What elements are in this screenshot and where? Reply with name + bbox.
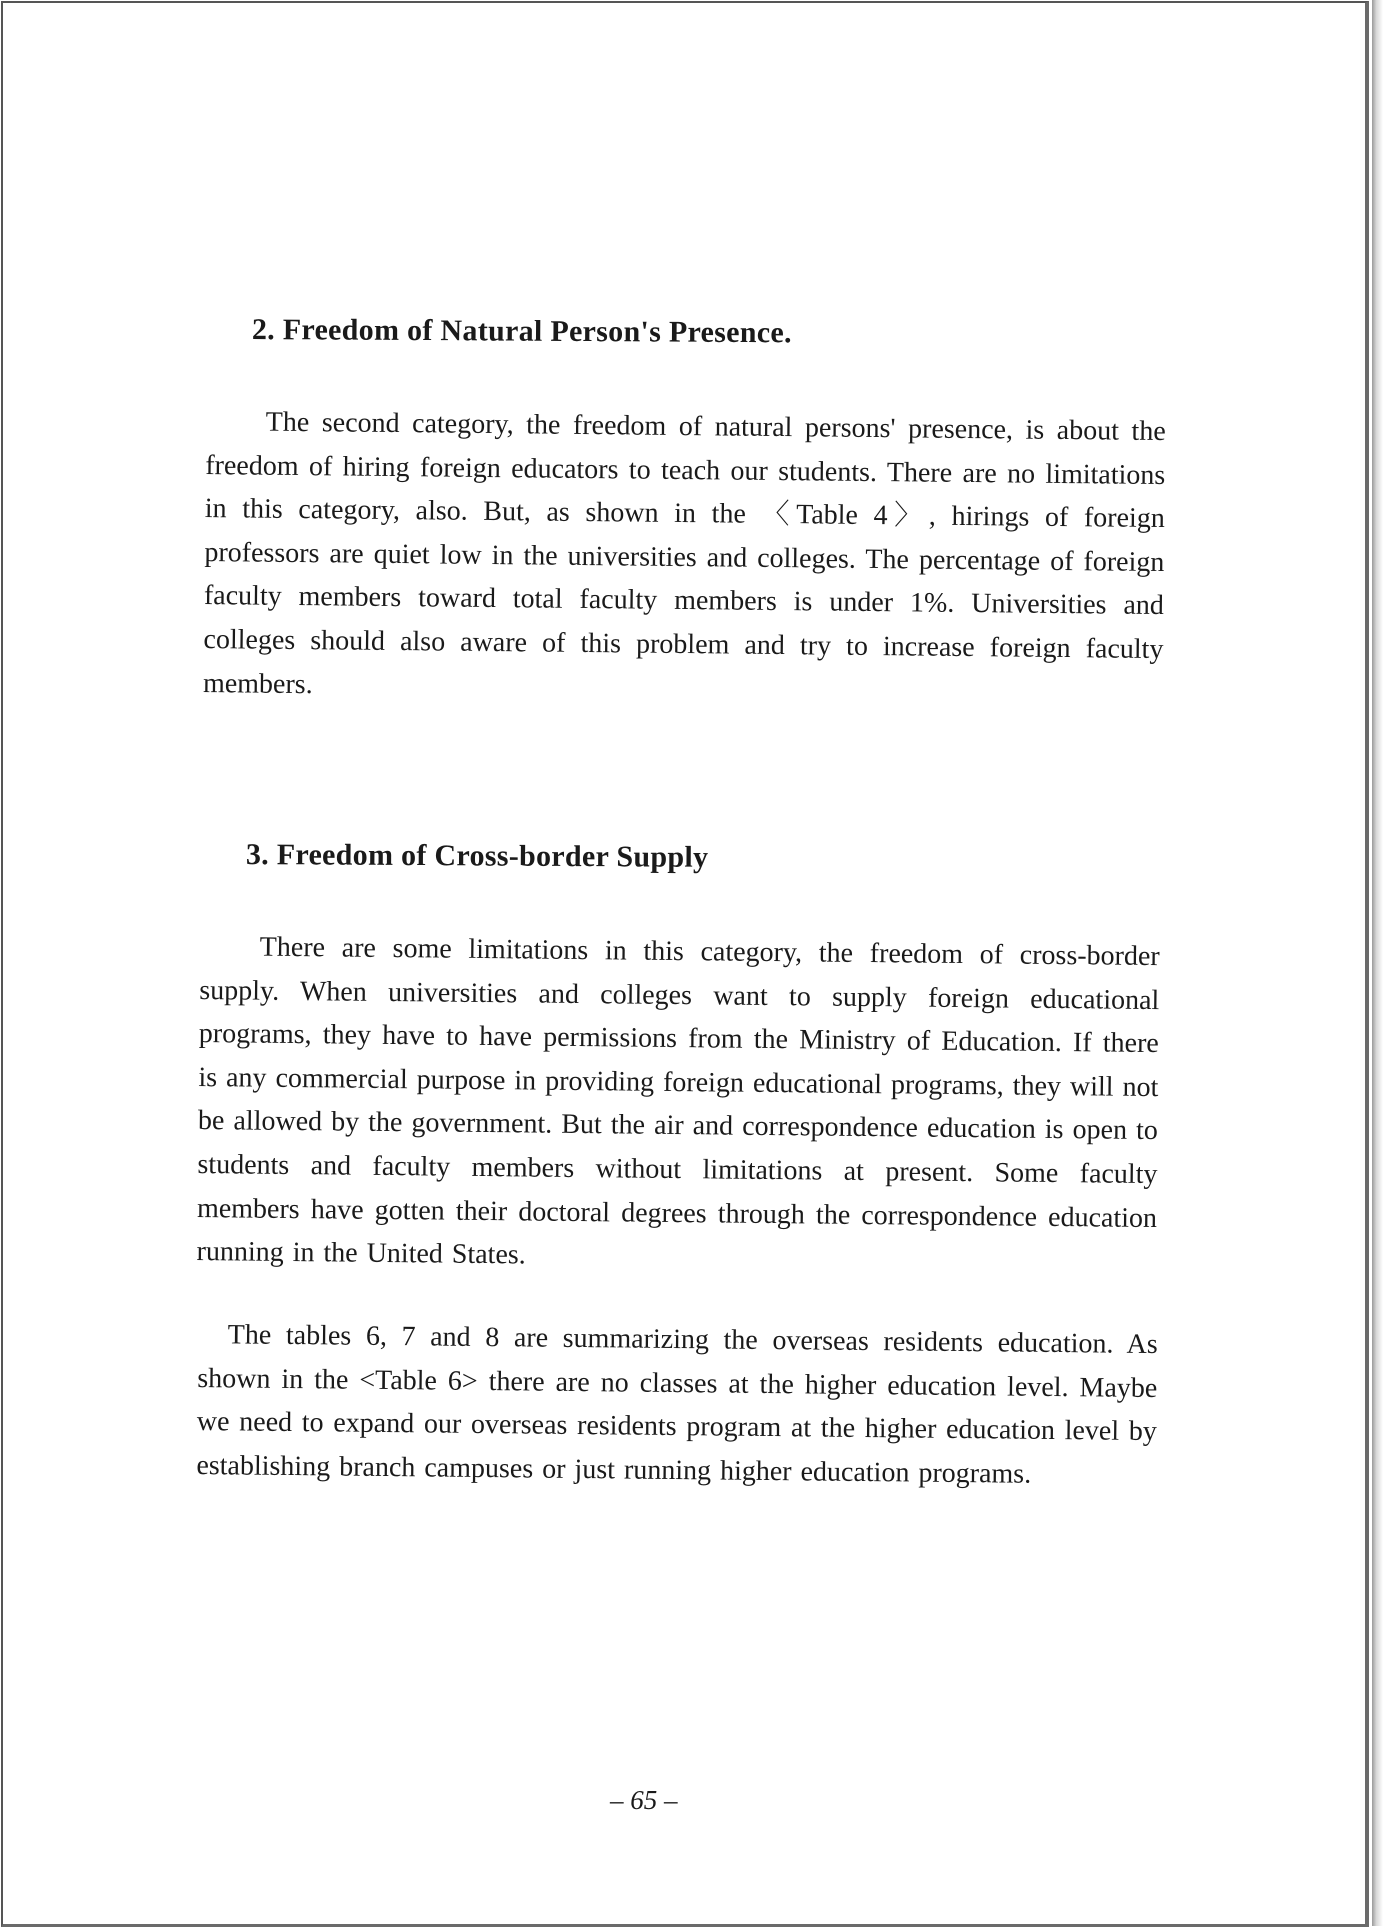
paragraph-cross-border-supply: There are some limitations in this category, the freedom of cross-border supply. When universities and colleges want to supply foreign educational programs, they have to have permissions from the Ministry of Education. If there is any commercial purpose in providing foreign educational programs, they will not be allowed by the government. But the air and correspondence education is open to students and faculty members without limitations at present. Some faculty members have gotten their doctoral degrees through the correspondence education running in the United States.: [196, 931, 1160, 1271]
section-heading-cross-border-supply: 3. Freedom of Cross-border Supply: [245, 838, 709, 874]
section-heading-natural-persons-presence: 2. Freedom of Natural Person's Presence.: [251, 313, 792, 350]
page-number: – 65 –: [610, 1785, 678, 1815]
paragraph-natural-persons-presence: The second category, the freedom of natural persons' presence, is about the freedom of hiring foreign educators to teach our students. There are no limitations in this category, also. But, as shown in the 〈Table 4〉, hirings of foreign professors are quiet low in the universities and colleges. The percentage of foreign faculty members toward total faculty members is under 1%. Universities and colleges should also aware of this problem and try to increase foreign faculty members.: [202, 406, 1166, 700]
paragraph-overseas-residents-education: The tables 6, 7 and 8 are summarizing the overseas residents education. As shown in the <Table 6> there are no classes at the higher education level. Maybe we need to expand our overseas residents program at the higher education level by establishing branch campuses or just running higher education programs.: [196, 1319, 1158, 1490]
page-edge-shadow: [1372, 0, 1383, 1926]
